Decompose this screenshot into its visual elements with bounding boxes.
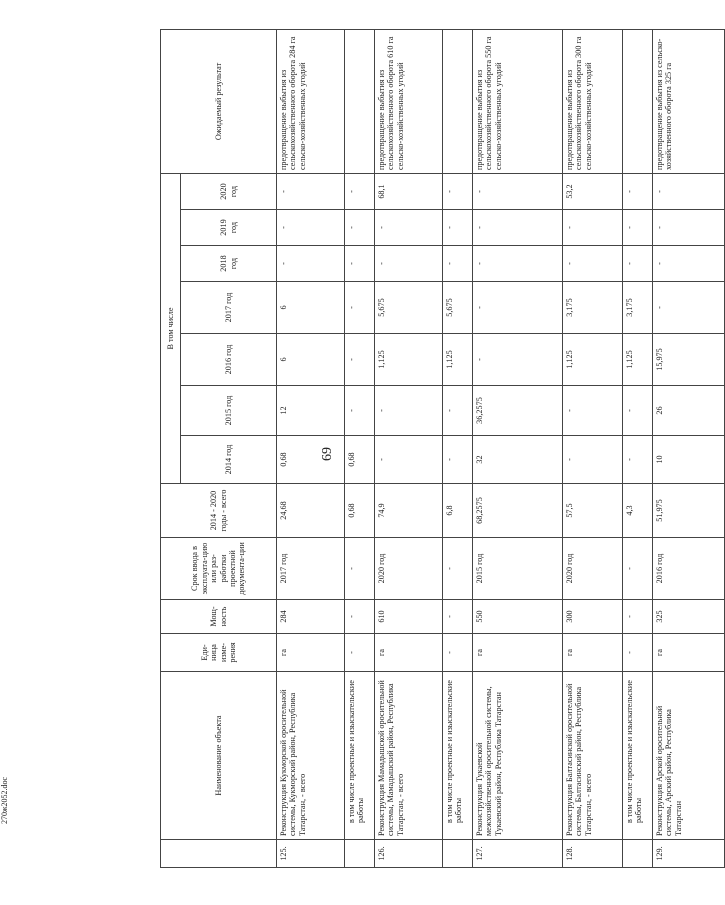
header-year: 2016 год [181,334,277,386]
total-cell: 6,8 [443,484,473,538]
unit-cell: га [653,634,725,672]
expected-result-cell: предотвращение выбытия из сельскохозяйственного оборота 284 га сельско-хозяйственных угодий [277,30,345,174]
row-number: 127. [473,840,563,868]
object-name: Реконструкция Тукаевской межхозяйственной оросительной системы, Тукаевский район, Республика Татарстан [473,672,563,840]
total-cell: 68,2575 [473,484,563,538]
header-year: 2014 год [181,436,277,484]
year-value-cell: 0,68 [277,436,345,484]
header-year: 2018 год [181,246,277,282]
header-year: 2017 год [181,282,277,334]
capacity-cell: 325 [653,600,725,634]
year-value-cell: - [375,436,443,484]
row-number [623,840,653,868]
footer-filename: 270ж2052.doc [0,776,9,824]
table-row [443,30,473,868]
year-value-cell: - [653,210,725,246]
year-value-cell: - [345,174,375,210]
expected-result-cell: предотвращение выбытия из сельскохозяйственного оборота 610 га сельско-хозяйственных угодий [375,30,443,174]
year-value-cell: - [277,210,345,246]
year-value-cell: 32 [473,436,563,484]
year-value-cell: 1,125 [443,334,473,386]
year-value-cell: 6 [277,282,345,334]
deadline-cell: - [623,538,653,600]
year-value-cell: 6 [277,334,345,386]
unit-cell: - [623,634,653,672]
expected-result-cell: предотвращение выбытия из сельскохозяйственного оборота 300 га сельско-хозяйственных угодий [563,30,623,174]
header-num [161,840,277,868]
year-value-cell: 10 [653,436,725,484]
capacity-cell: - [345,600,375,634]
header-year: 2015 год [181,386,277,436]
year-value-cell: - [623,174,653,210]
year-value-cell: - [473,246,563,282]
capacity-cell: 300 [563,600,623,634]
object-name: Реконструкция Арской оросительной системы, Арский район, Республика Татарстан [653,672,725,840]
deadline-cell: - [345,538,375,600]
year-value-cell: - [563,210,623,246]
year-value-cell: 3,175 [623,282,653,334]
unit-cell: - [443,634,473,672]
header-year: 2019 год [181,210,277,246]
year-value-cell: 5,675 [375,282,443,334]
year-value-cell: 3,175 [563,282,623,334]
capacity-cell: - [623,600,653,634]
deadline-cell: 2017 год [277,538,345,600]
year-value-cell: - [653,246,725,282]
objects-table [160,29,725,868]
year-value-cell: - [375,210,443,246]
page-number: 69 [320,447,335,461]
table-row [473,30,563,868]
deadline-cell: 2020 год [375,538,443,600]
object-name: Реконструкция Балтасинской оросительной системы, Балтасинский район, Республика Татарстан, - всего [563,672,623,840]
expected-result-cell: предотвращение выбытия из сельско-хозяйственного оборота 325 га [653,30,725,174]
expected-result-cell [623,30,653,174]
unit-cell: - [345,634,375,672]
header-result: Ожидаемый результат [161,30,277,174]
row-number [443,840,473,868]
year-value-cell: - [443,174,473,210]
object-name: в том числе проектные и изыскательские работы [345,672,375,840]
row-number [345,840,375,868]
year-value-cell: 1,125 [563,334,623,386]
year-value-cell: 15,975 [653,334,725,386]
object-name: в том числе проектные и изыскательские работы [623,672,653,840]
header-total: 2014 - 2020 годы - всего [161,484,277,538]
year-value-cell: - [277,174,345,210]
year-value-cell: - [563,436,623,484]
capacity-cell: 550 [473,600,563,634]
table-row [277,30,345,868]
year-value-cell: - [345,210,375,246]
year-value-cell: 12 [277,386,345,436]
table-container [160,30,683,868]
year-value-cell: - [473,334,563,386]
deadline-cell: 2015 год [473,538,563,600]
year-value-cell: - [345,282,375,334]
total-cell: 4,3 [623,484,653,538]
year-value-cell: - [345,386,375,436]
total-cell: 51,975 [653,484,725,538]
year-value-cell: - [443,436,473,484]
unit-cell: га [473,634,563,672]
year-value-cell: 68,1 [375,174,443,210]
table-row [375,30,443,868]
year-value-cell: - [653,282,725,334]
total-cell: 24,68 [277,484,345,538]
year-value-cell: - [473,174,563,210]
year-value-cell: - [375,386,443,436]
year-value-cell: 53,2 [563,174,623,210]
row-number: 129. [653,840,725,868]
year-value-cell: - [473,282,563,334]
year-value-cell: 5,675 [443,282,473,334]
header-capacity: Мощ-ность [161,600,277,634]
year-value-cell: - [623,386,653,436]
total-cell: 0,68 [345,484,375,538]
year-value-cell: - [443,246,473,282]
unit-cell: га [375,634,443,672]
unit-cell: га [277,634,345,672]
deadline-cell: 2020 год [563,538,623,600]
year-value-cell: - [375,246,443,282]
year-value-cell: 0,68 [345,436,375,484]
year-value-cell: 26 [653,386,725,436]
unit-cell: га [563,634,623,672]
deadline-cell: - [443,538,473,600]
year-value-cell: - [443,210,473,246]
year-value-cell: 36,2575 [473,386,563,436]
year-value-cell: - [563,386,623,436]
expected-result-cell: предотвращение выбытия из сельскохозяйственного оборота 550 га сельско-хозяйственных угодий [473,30,563,174]
object-name: Реконструкция Мамадышской оросительной системы, Мамадышский район, Республика Татарстан, - всего [375,672,443,840]
year-value-cell: - [623,246,653,282]
year-value-cell: - [623,210,653,246]
year-value-cell: - [473,210,563,246]
object-name: в том числе проектные и изыскательские работы [443,672,473,840]
capacity-cell: 610 [375,600,443,634]
table-row [623,30,653,868]
year-value-cell: - [623,436,653,484]
year-value-cell: - [653,174,725,210]
header-deadline: Срок ввода в эксплуата-цию или раз-работки проектной документа-ции [161,538,277,600]
table-row [345,30,375,868]
header-unit: Еди-ница изме-рения [161,634,277,672]
year-value-cell: - [277,246,345,282]
object-name: Реконструкция Кукморской оросительной системы, Кукморский район, Республика Татарстан, - всего [277,672,345,840]
year-value-cell: 1,125 [623,334,653,386]
year-value-cell: - [563,246,623,282]
total-cell: 74,9 [375,484,443,538]
year-value-cell: - [443,386,473,436]
expected-result-cell [443,30,473,174]
row-number: 126. [375,840,443,868]
expected-result-cell [345,30,375,174]
year-value-cell: - [345,246,375,282]
capacity-cell: - [443,600,473,634]
header-name: Наименование объекта [161,672,277,840]
year-value-cell: 1,125 [375,334,443,386]
table-row [653,30,725,868]
year-value-cell: - [345,334,375,386]
table-row [563,30,623,868]
deadline-cell: 2016 год [653,538,725,600]
row-number: 125. [277,840,345,868]
row-number: 128. [563,840,623,868]
capacity-cell: 284 [277,600,345,634]
total-cell: 57,5 [563,484,623,538]
header-in-that-number: В том числе [161,174,181,484]
header-year: 2020 год [181,174,277,210]
